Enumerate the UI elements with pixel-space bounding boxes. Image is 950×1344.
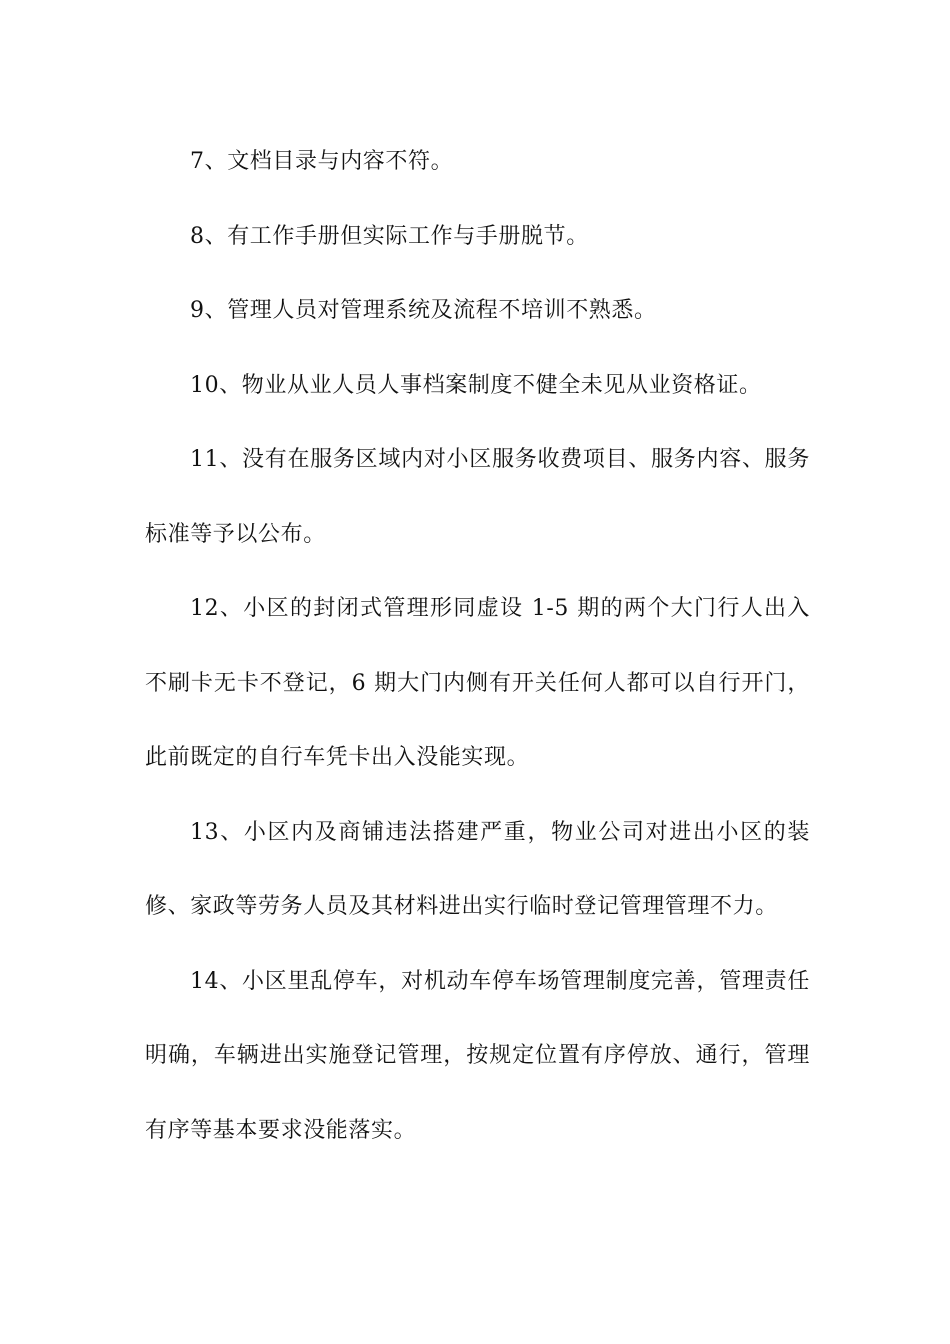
paragraph-item-9: 9、管理人员对管理系统及流程不培训不熟悉。 xyxy=(190,298,657,323)
paragraph-item-13: 13、小区内及商铺违法搭建严重，物业公司对进出小区的装修、家政等劳务人员及其材料进出实行临时登记管理管理不力。 xyxy=(145,819,810,919)
document-body xyxy=(145,125,810,1168)
paragraph-item-10: 10、物业从业人员人事档案制度不健全未见从业资格证。 xyxy=(190,372,762,398)
paragraph-item-14: 14、小区里乱停车，对机动车停车场管理制度完善，管理责任明确，车辆进出实施登记管理，按规定位置有序停放、通行，管理有序等基本要求没能落实。 xyxy=(145,968,810,1143)
paragraph-item-7: 7、文档目录与内容不符。 xyxy=(190,149,454,174)
paragraph-item-8: 8、有工作手册但实际工作与手册脱节。 xyxy=(190,223,589,249)
paragraph-item-11: 11、没有在服务区域内对小区服务收费项目、服务内容、服务标准等予以公布。 xyxy=(145,447,810,547)
paragraph-item-12: 12、小区的封闭式管理形同虚设 1-5 期的两个大门行人出入不刷卡无卡不登记，6 期大门内侧有开关任何人都可以自行开门，此前既定的自行车凭卡出入没能实现。 xyxy=(145,596,810,770)
